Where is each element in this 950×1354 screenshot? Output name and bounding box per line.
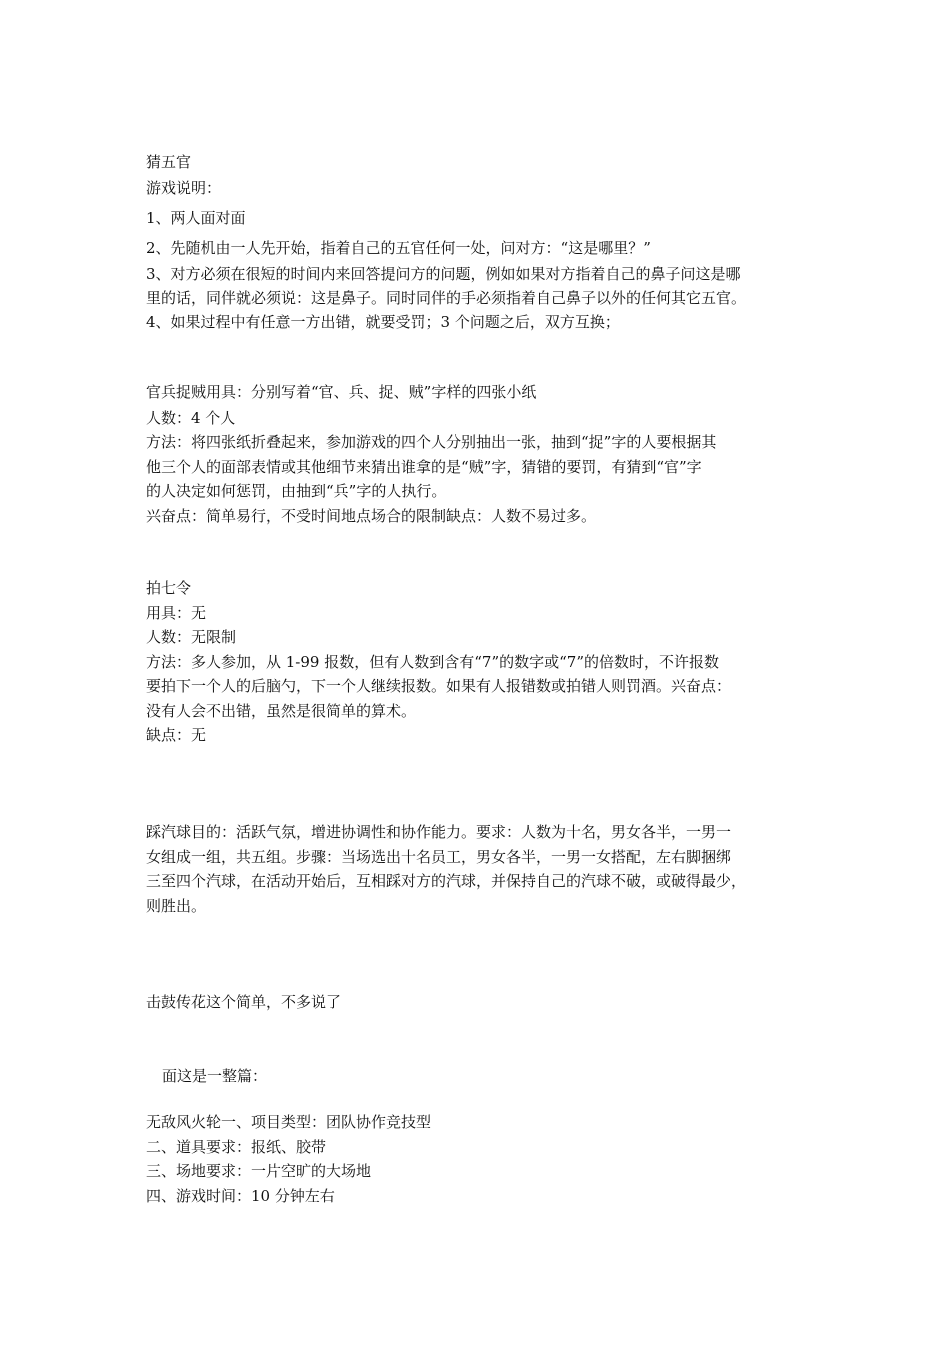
paragraph-line: 里的话，同伴就必须说：这是鼻子。同时同伴的手必须指着自己鼻子以外的任何其它五官。: [146, 289, 747, 307]
paragraph-line: 他三个人的面部表情或其他细节来猜出谁拿的是“贼”字，猜错的要罚，有猜到“官”字: [146, 458, 702, 476]
paragraph-line: 则胜出。: [146, 897, 207, 915]
paragraph-line: 三、场地要求：一片空旷的大场地: [146, 1162, 372, 1180]
paragraph-line: 击鼓传花这个简单，不多说了: [146, 993, 342, 1011]
paragraph-line: 踩汽球目的：活跃气氛，增进协调性和协作能力。要求：人数为十名，男女各半，一男一: [146, 823, 732, 841]
paragraph-line: 要拍下一个人的后脑勺，下一个人继续报数。如果有人报错数或拍错人则罚酒。兴奋点：: [146, 677, 732, 695]
section-title: 官兵捉贼用具：分别写着“官、兵、捉、贼”字样的四张小纸: [146, 383, 537, 401]
paragraph-line: 1、两人面对面: [146, 209, 246, 227]
paragraph-line: 二、道具要求：报纸、胶带: [146, 1138, 327, 1156]
paragraph-line: 用具：无: [146, 604, 207, 622]
paragraph-line: 方法：多人参加，从 1-99 报数，但有人数到含有“7”的数字或“7”的倍数时，不许报数: [146, 653, 719, 671]
paragraph-line: 缺点：无: [146, 726, 207, 744]
paragraph-line: 游戏说明：: [146, 179, 222, 197]
paragraph-line: 没有人会不出错，虽然是很简单的算术。: [146, 702, 417, 720]
paragraph-line: 2、先随机由一人先开始，指着自己的五官任何一处，问对方：“这是哪里？”: [146, 239, 651, 257]
paragraph-line: 3、对方必须在很短的时间内来回答提问方的问题，例如如果对方指着自己的鼻子问这是哪: [146, 265, 741, 283]
paragraph-line: 人数：4 个人: [146, 409, 236, 427]
paragraph-line: 4、如果过程中有任意一方出错，就要受罚；3 个问题之后，双方互换；: [146, 313, 620, 331]
paragraph-line: 面这是一整篇：: [162, 1067, 268, 1085]
paragraph-line: 四、游戏时间：10 分钟左右: [146, 1187, 335, 1205]
paragraph-line: 三至四个汽球，在活动开始后，互相踩对方的汽球，并保持自己的汽球不破，或破得最少，: [146, 872, 747, 890]
paragraph-line: 人数：无限制: [146, 628, 237, 646]
paragraph-line: 兴奋点：简单易行，不受时间地点场合的限制缺点：人数不易过多。: [146, 507, 597, 525]
section-title: 无敌风火轮一、项目类型：团队协作竞技型: [146, 1113, 432, 1131]
section-title: 猜五官: [146, 153, 192, 171]
paragraph-line: 的人决定如何惩罚，由抽到“兵”字的人执行。: [146, 482, 447, 500]
paragraph-line: 方法：将四张纸折叠起来，参加游戏的四个人分别抽出一张，抽到“捉”字的人要根据其: [146, 433, 717, 451]
paragraph-line: 女组成一组，共五组。步骤：当场选出十名员工，男女各半，一男一女搭配，左右脚捆绑: [146, 848, 732, 866]
section-title: 拍七令: [146, 579, 192, 597]
